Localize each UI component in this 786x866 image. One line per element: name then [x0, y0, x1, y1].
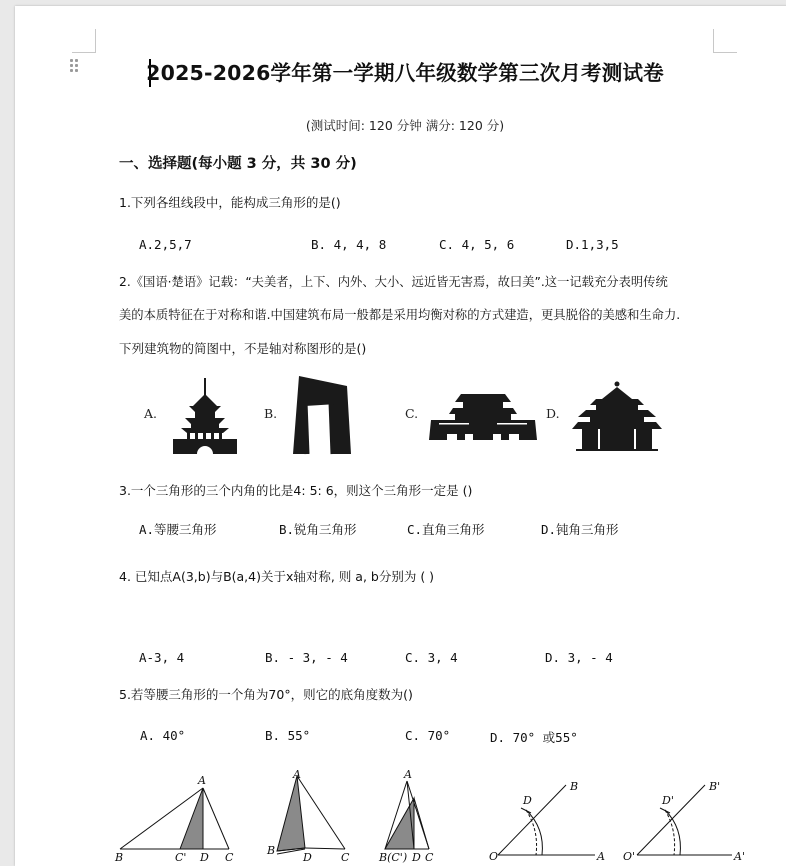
fig1-label-c: C [225, 851, 234, 864]
q3-option-c[interactable]: C.直角三角形 [407, 522, 485, 537]
question-1-stem[interactable]: 1.下列各组线段中，能构成三角形的是() [119, 195, 341, 210]
geometry-figure-4[interactable] [498, 785, 595, 855]
q3-option-a[interactable]: A.等腰三角形 [139, 522, 217, 537]
fig1-label-a: A [198, 774, 206, 787]
fig2-label-b: B [267, 844, 276, 857]
page-margin-corner-top-left [72, 29, 96, 53]
q1-option-d[interactable]: D.1,3,5 [566, 237, 619, 252]
q2-figure-label-c[interactable]: C. [405, 406, 419, 421]
fig2-label-c: C [341, 851, 350, 864]
q3-option-d[interactable]: D.钝角三角形 [541, 522, 619, 537]
geometry-figure-1[interactable] [120, 788, 229, 849]
document-page [15, 6, 786, 866]
pavilion-building-icon[interactable] [572, 381, 662, 453]
fig1-label-d: D [200, 851, 209, 864]
q2-figure-label-b[interactable]: B. [264, 406, 278, 421]
fig4-label-o: O [489, 850, 499, 863]
q5-option-d[interactable]: D. 70° 或55° [490, 730, 578, 745]
section-heading[interactable]: 一、选择题(每小题 3 分，共 30 分) [119, 156, 357, 172]
fig3-label-d: D [412, 851, 421, 864]
question-2-line-1[interactable]: 2.《国语·楚语》记载：“夫美者，上下、内外、大小、远近皆无害焉，故曰美”.这一记载充分表明传统 [119, 275, 668, 289]
question-4-stem[interactable]: 4. 已知点A(3,b)与B(a,4)关于x轴对称, 则 a, b分别为 ( ) [119, 569, 435, 584]
geometry-figure-5[interactable] [637, 785, 732, 855]
q1-option-a[interactable]: A.2,5,7 [139, 237, 192, 252]
fig5-label-o-prime: O' [623, 850, 636, 863]
cctv-tower-building-icon[interactable] [293, 374, 351, 456]
q1-option-c[interactable]: C. 4, 5, 6 [439, 237, 515, 252]
q5-option-a[interactable]: A. 40° [140, 728, 186, 743]
q5-option-c[interactable]: C. 70° [405, 728, 451, 743]
q1-option-b[interactable]: B. 4, 4, 8 [311, 237, 387, 252]
fig3-label-a: A [404, 768, 412, 781]
geometry-figure-3[interactable] [385, 781, 429, 849]
fig3-label-c: C [425, 851, 434, 864]
question-2-line-2[interactable]: 美的本质特征在于对称和谐.中国建筑布局一般都是采用均衡对称的方式建造，更具脱俗的美感和生命力. [119, 308, 681, 322]
q2-figure-label-d[interactable]: D. [546, 406, 560, 421]
fig5-label-b-prime: B' [709, 780, 721, 793]
question-2-line-3[interactable]: 下列建筑物的简图中，不是轴对称图形的是() [119, 341, 367, 356]
q5-option-b[interactable]: B. 55° [265, 728, 311, 743]
page-margin-corner-top-right [713, 29, 737, 53]
q4-option-c[interactable]: C. 3, 4 [405, 650, 458, 665]
fig4-label-d: D [523, 794, 532, 807]
q2-figure-label-a[interactable]: A. [144, 406, 158, 421]
fig2-label-d: D [303, 851, 312, 864]
question-5-stem[interactable]: 5.若等腰三角形的一个角为70°，则它的底角度数为() [119, 687, 413, 702]
pagoda-building-icon[interactable] [165, 378, 245, 450]
geometry-figures [15, 766, 786, 866]
fig5-label-d-prime: D' [662, 794, 674, 807]
question-3-stem[interactable]: 3.一个三角形的三个内角的比是4: 5: 6，则这个三角形一定是 () [119, 483, 473, 498]
geometry-figure-2[interactable] [277, 776, 345, 854]
tiananmen-gate-building-icon[interactable] [427, 394, 539, 442]
fig2-label-a: A [293, 768, 301, 781]
fig4-label-a: A [597, 850, 605, 863]
fig1-label-b: B [115, 851, 124, 864]
q4-option-d[interactable]: D. 3, - 4 [545, 650, 613, 665]
document-title[interactable]: 2025-2026学年第一学期八年级数学第三次月考测试卷 [146, 61, 664, 85]
q4-option-b[interactable]: B. - 3, - 4 [265, 650, 348, 665]
fig4-label-b: B [570, 780, 579, 793]
fig1-label-c-prime: C' [175, 851, 187, 864]
q3-option-b[interactable]: B.锐角三角形 [279, 522, 357, 537]
q4-option-a[interactable]: A-3, 4 [139, 650, 185, 665]
document-subtitle[interactable]: (测试时间: 120 分钟 满分: 120 分) [305, 118, 505, 133]
fig5-label-a-prime: A' [734, 850, 745, 863]
fig3-label-b-c-prime: B(C') [379, 851, 408, 864]
